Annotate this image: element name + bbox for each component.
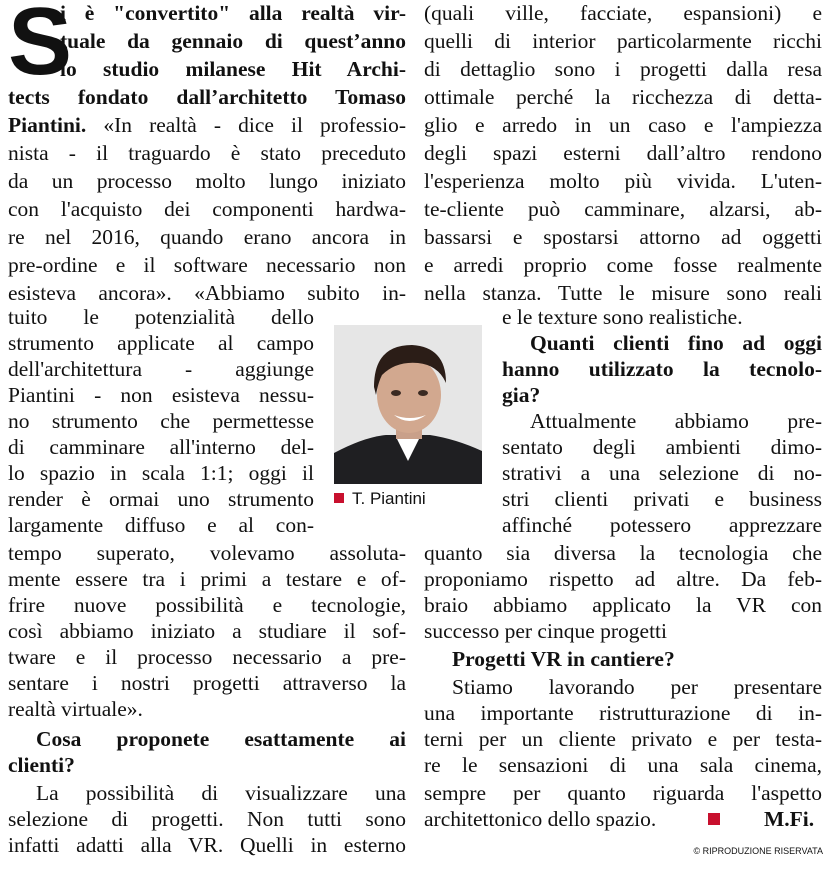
- portrait-image: [334, 325, 482, 484]
- text-line: infatti adatti alla VR. Quelli in esterno: [8, 833, 406, 857]
- text-line: e arredi proprio come fosse realmente: [424, 253, 822, 277]
- text-line: strumento applicate al campo: [8, 331, 314, 355]
- text-line: Stiamo lavorando per presentare: [452, 675, 822, 699]
- text-line: glio e arredo in un caso e l'ampiezza: [424, 113, 822, 137]
- text-line: con l'acquisto dei componenti hardwa-: [8, 197, 406, 221]
- question-heading: Cosa proponete esattamente ai: [36, 727, 406, 751]
- text-line: frire nuove possibilità e tecnologie,: [8, 593, 406, 617]
- text-line: di dettaglio sono i progetti dalla resa: [424, 57, 822, 81]
- text-line: selezione di progetti. Non tutti sono: [8, 807, 406, 831]
- text-line: tuale da gennaio di quest’anno: [60, 29, 406, 53]
- text-line: architettonico dello spazio.: [424, 807, 657, 831]
- text-run: «In realtà - dice il professio-: [86, 113, 406, 137]
- text-line: terni per un cliente privato e per testa-: [424, 727, 822, 751]
- text-line: realtà virtuale».: [8, 697, 143, 721]
- text-line: Attualmente abbiamo pre-: [530, 409, 822, 433]
- text-line: Piantini - non esisteva nessu-: [8, 383, 314, 407]
- portrait-photo: [334, 325, 482, 484]
- red-square-icon: [708, 813, 720, 825]
- text-line: braio abbiamo applicato la VR con: [424, 593, 822, 617]
- text-line: proponiamo rispetto ad altre. Da feb-: [424, 567, 822, 591]
- text-line: tuito le potenzialità dello: [8, 305, 314, 329]
- text-line: così abbiamo iniziato a studiare il sof-: [8, 619, 406, 643]
- text-line: quanto sia diversa la tecnologia che: [424, 541, 822, 565]
- text-line: ottimale perché la ricchezza di detta-: [424, 85, 822, 109]
- text-line: nista - il traguardo è stato preceduto: [8, 141, 406, 165]
- copyright-note: © RIPRODUZIONE RISERVATA: [693, 846, 823, 856]
- text-line: tware e il processo necessario a pre-: [8, 645, 406, 669]
- text-line: [8, 112, 406, 138]
- text-line: re le sensazioni di una sala cinema,: [424, 753, 822, 777]
- text-line: lo studio milanese Hit Archi-: [60, 57, 406, 81]
- text-line: La possibilità di visualizzare una: [36, 781, 406, 805]
- text-line: di camminare all'interno del-: [8, 435, 314, 459]
- text-line: tects fondato dall’architetto Tomaso: [8, 85, 406, 109]
- text-line: (quali ville, facciate, espansioni) e: [424, 1, 822, 25]
- text-line: una importante ristrutturazione di in-: [424, 701, 822, 725]
- text-line: no strumento che permettesse: [8, 409, 314, 433]
- question-heading: Quanti clienti fino ad oggi: [530, 331, 822, 355]
- question-heading: hanno utilizzato la tecnolo-: [502, 357, 822, 381]
- signature: [708, 806, 814, 832]
- text-line: successo per cinque progetti: [424, 619, 667, 643]
- text-line: bassarsi e spostarsi attorno ad oggetti: [424, 225, 822, 249]
- text-line: pre-ordine e il software necessario non: [8, 253, 406, 277]
- text-line: lo spazio in scala 1:1; oggi il: [8, 461, 314, 485]
- question-heading: clienti?: [8, 753, 75, 777]
- text-line: strativi a una selezione di no-: [502, 461, 822, 485]
- text-line: sentato degli ambienti dimo-: [502, 435, 822, 459]
- text-line: i è "convertito" alla realtà vir-: [60, 1, 406, 25]
- text-line: tempo superato, volevamo assoluta-: [8, 541, 406, 565]
- text-line: dell'architettura - aggiunge: [8, 357, 314, 381]
- text-line: stri clienti privati e business: [502, 487, 822, 511]
- text-line: te-cliente può camminare, alzarsi, ab-: [424, 197, 822, 221]
- name-bold: Piantini.: [8, 113, 87, 137]
- drop-cap: S: [8, 0, 71, 95]
- text-line: da un processo molto lungo iniziato: [8, 169, 406, 193]
- text-line: mente essere tra i primi a testare e of-: [8, 567, 406, 591]
- author-initials: M.Fi.: [764, 807, 815, 831]
- text-line: sentare i nostri progetti attraverso la: [8, 671, 406, 695]
- red-square-icon: [334, 493, 344, 503]
- text-line: render è ormai uno strumento: [8, 487, 314, 511]
- photo-caption: [334, 489, 426, 509]
- text-line: l'esperienza molto più vivida. L'uten-: [424, 169, 822, 193]
- text-line: largamente diffuso e al con-: [8, 513, 314, 537]
- text-line: e le texture sono realistiche.: [502, 305, 743, 329]
- text-line: affinché potessero apprezzare: [502, 513, 822, 537]
- text-line: quelli di interior particolarmente ricchi: [424, 29, 822, 53]
- question-heading: Progetti VR in cantiere?: [452, 647, 675, 671]
- text-line: sempre per quanto riguarda l'aspetto: [424, 781, 822, 805]
- text-line: esisteva ancora». «Abbiamo subito in-: [8, 281, 406, 305]
- caption-text: T. Piantini: [352, 489, 426, 508]
- text-line: nella stanza. Tutte le misure sono reali: [424, 281, 822, 305]
- text-line: re nel 2016, quando erano ancora in: [8, 225, 406, 249]
- question-heading: gia?: [502, 383, 541, 407]
- text-line: degli spazi esterni dall’altro rendono: [424, 141, 822, 165]
